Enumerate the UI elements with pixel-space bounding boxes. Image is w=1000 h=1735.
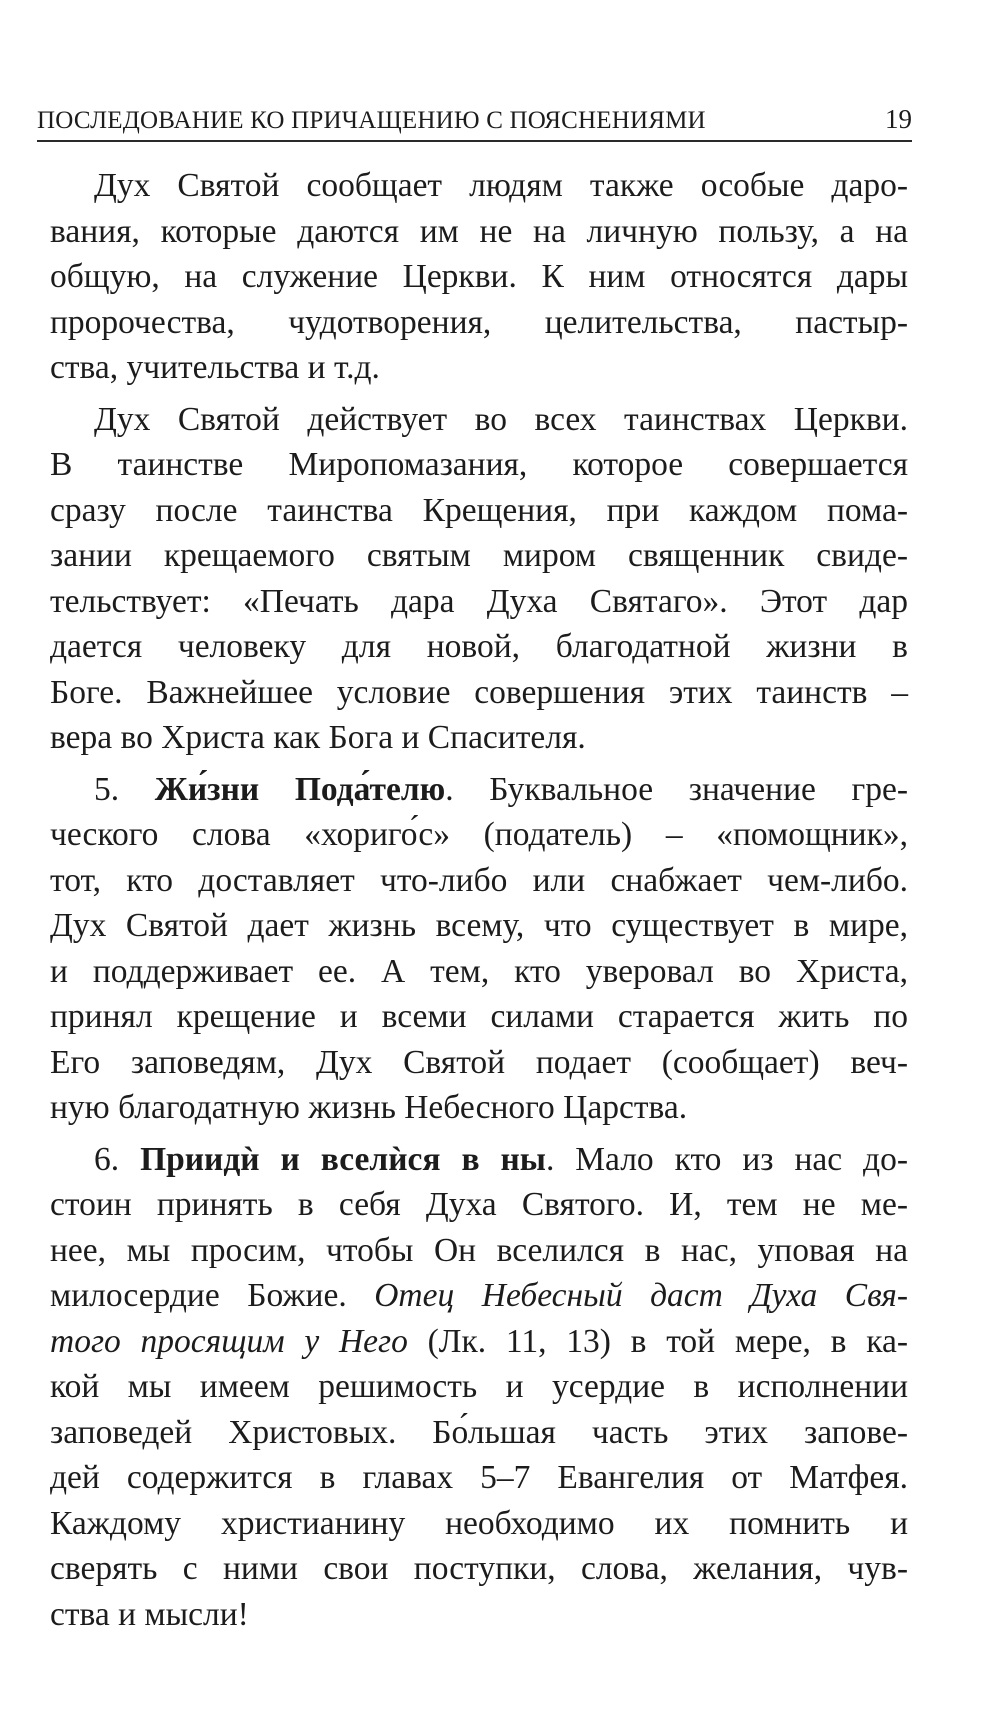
text-line: принял крещение и всеми силами старается жить по — [50, 998, 908, 1035]
text-line: дей содержится в главах 5–7 Евангелия от Матфея. — [50, 1459, 908, 1496]
text-line: Каждому христианину необходимо их помнить и — [50, 1504, 908, 1542]
text-line: Дух Святой дает жизнь всему, что существует в мире, — [50, 907, 908, 944]
text-line: нее, мы просим, чтобы Он вселился в нас, уповая на — [50, 1231, 908, 1269]
paragraph-4 — [50, 1137, 908, 1638]
paragraph-2 — [50, 397, 908, 761]
text-line: сразу после таинства Крещения, при каждом пома- — [50, 491, 908, 529]
paragraph-3 — [50, 767, 908, 1131]
text-line — [50, 1319, 908, 1365]
text-line: кой мы имеем решимость и усердие в исполнении — [50, 1368, 908, 1405]
text-line: тельствует: «Печать дара Духа Святаго». Этот дар — [50, 582, 908, 620]
paragraph-1 — [50, 163, 908, 391]
bold-term: Приидѝ и вселѝся в ны — [140, 1140, 546, 1178]
text-line: В таинстве Миропомазания, которое совершается — [50, 446, 908, 483]
text-line: ную благодатную жизнь Небесного Царства. — [50, 1089, 688, 1126]
running-title: ПОСЛЕДОВАНИЕ КО ПРИЧАЩЕНИЮ С ПОЯСНЕНИЯМИ — [37, 107, 706, 134]
text-line: тот, кто доставляет что-либо или снабжает чем-либо. — [50, 861, 908, 899]
scripture-quote: того просящим у Него — [50, 1322, 408, 1360]
text-line: Дух Святой сообщает людям также особые даро- — [94, 167, 908, 204]
text-line: дается человеку для новой, благодатной жизни в — [50, 628, 908, 665]
body-text — [50, 163, 908, 1643]
text-line — [50, 1137, 908, 1183]
scripture-quote: Отец Небесный даст Духа Свя- — [374, 1277, 908, 1314]
running-header — [37, 100, 912, 142]
line-rest: . Буквальное значение гре- — [445, 770, 908, 808]
item-number: 6. — [94, 1140, 120, 1178]
bold-term: Жи́зни Пода́телю — [154, 770, 446, 808]
text-line: стоин принять в себя Духа Святого. И, тем не ме- — [50, 1186, 908, 1223]
text-line: сверять с ними свои поступки, слова, желания, чув- — [50, 1550, 908, 1587]
page-number: 19 — [885, 104, 912, 134]
text-line: и поддерживает ее. А тем, кто уверовал во Христа, — [50, 952, 908, 990]
text-line: Боге. Важнейшее условие совершения этих таинств – — [50, 673, 908, 711]
text-line — [50, 1273, 908, 1319]
text-line: Дух Святой действует во всех таинствах Церкви. — [94, 400, 908, 438]
text-line: Его заповедям, Дух Святой подает (сообщает) веч- — [50, 1043, 908, 1081]
text-line: ства и мысли! — [50, 1595, 249, 1633]
text-line: ства, учительства и т.д. — [50, 349, 380, 386]
text-line: зании крещаемого святым миром священник свиде- — [50, 537, 908, 574]
line-plain: милосердие Божие. — [50, 1277, 375, 1314]
text-line: общую, на служение Церкви. К ним относятся дары — [50, 258, 908, 295]
item-number: 5. — [94, 770, 120, 808]
text-line — [50, 767, 908, 813]
line-rest: . Мало кто из нас до- — [545, 1140, 908, 1178]
text-line: вания, которые даются им не на личную пользу, а на — [50, 212, 908, 250]
text-line: вера во Христа как Бога и Спасителя. — [50, 719, 586, 756]
line-plain: (Лк. 11, 13) в той мере, в ка- — [407, 1322, 908, 1360]
text-line: ческого слова «хориго́с» (податель) – «помощник», — [50, 816, 908, 853]
text-line: пророчества, чудотворения, целительства, пастыр- — [50, 303, 908, 341]
text-line: заповедей Христовых. Бо́льшая часть этих запове- — [50, 1413, 908, 1451]
